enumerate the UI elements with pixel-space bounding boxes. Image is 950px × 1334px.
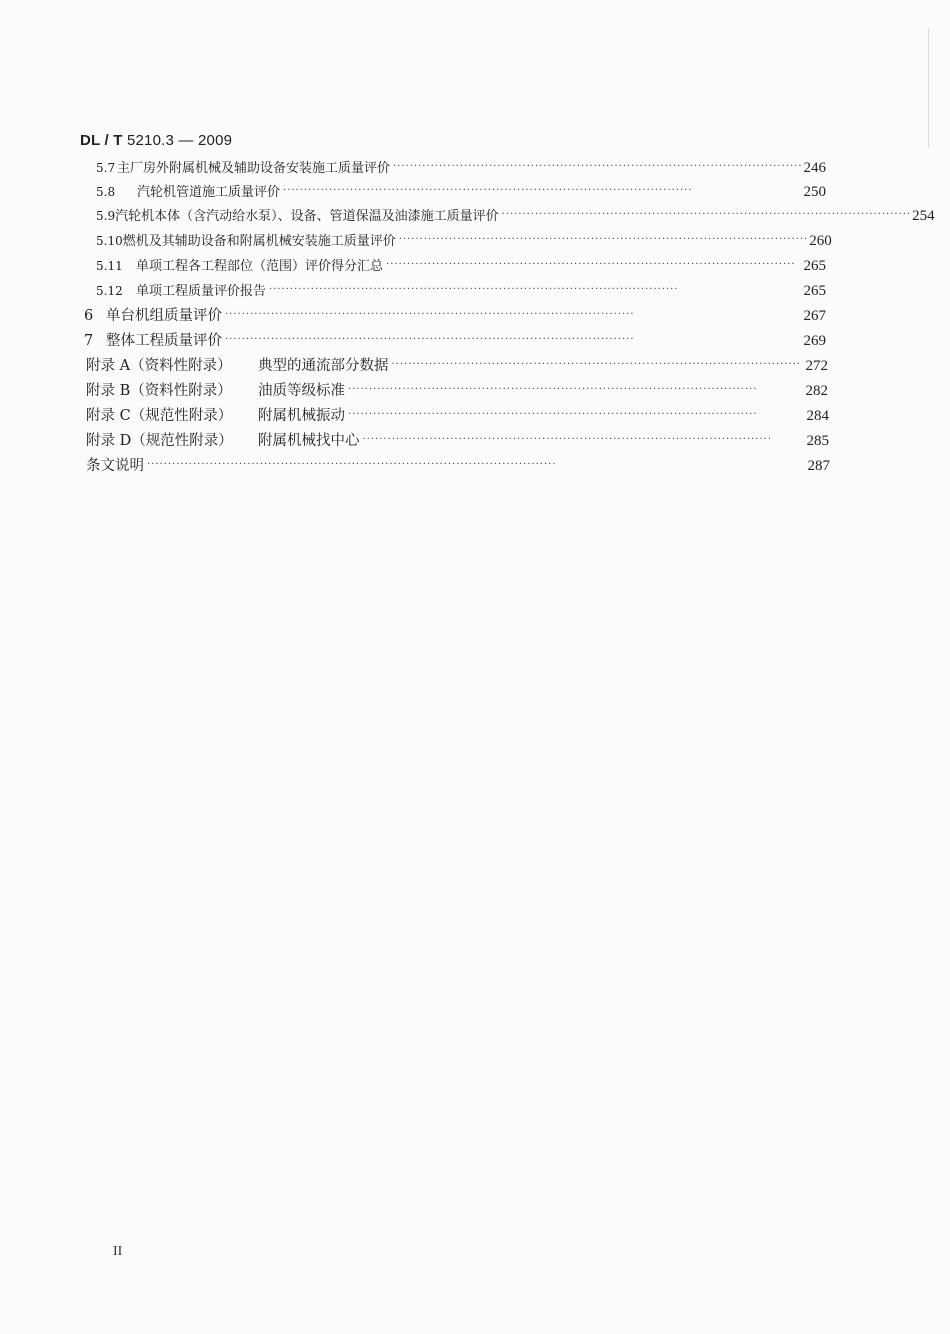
toc-entry[interactable] bbox=[96, 254, 826, 278]
toc-entry-title: 附属机械振动 bbox=[258, 408, 345, 424]
toc-entry-title: 单台机组质量评价 bbox=[106, 308, 222, 324]
appendix-label: 附录 B（资料性附录） bbox=[86, 383, 232, 399]
toc-entry[interactable] bbox=[86, 454, 830, 478]
toc-page-number: 260 bbox=[809, 233, 832, 249]
toc-entry[interactable] bbox=[84, 304, 826, 328]
toc-leader: ·································································································· bbox=[348, 384, 758, 395]
toc-entry-number: 5.7 bbox=[96, 161, 116, 175]
toc-page-number: 284 bbox=[806, 408, 829, 424]
toc-entry[interactable] bbox=[96, 279, 826, 303]
toc-entry-number: 5.8 bbox=[96, 185, 116, 199]
appendix-label: 附录 D（规范性附录） bbox=[86, 433, 233, 449]
toc-leader: ·································································································· bbox=[398, 234, 809, 245]
toc-entry-title: 汽轮机管道施工质量评价 bbox=[137, 185, 281, 200]
toc-page-number: 250 bbox=[803, 184, 826, 200]
toc-page-number: 287 bbox=[807, 458, 830, 474]
standard-code: DL / T bbox=[80, 132, 123, 149]
toc-leader: ·································································································· bbox=[391, 359, 802, 370]
standard-header bbox=[80, 132, 232, 149]
toc-leader: ·································································································· bbox=[386, 259, 796, 270]
toc-entry-title: 附属机械找中心 bbox=[258, 433, 360, 449]
toc-leader: ·································································································· bbox=[501, 209, 912, 220]
toc-entry-appendix[interactable] bbox=[86, 354, 828, 378]
toc-leader: ·································································································· bbox=[283, 185, 693, 196]
toc-page-number: 267 bbox=[803, 308, 826, 324]
toc-entry-title: 整体工程质量评价 bbox=[106, 333, 222, 349]
toc-entry[interactable] bbox=[84, 329, 826, 353]
toc-entry[interactable] bbox=[96, 156, 826, 180]
toc-page-number: 265 bbox=[803, 283, 826, 299]
toc-page-number: 254 bbox=[912, 208, 935, 224]
toc-entry[interactable] bbox=[96, 180, 826, 204]
toc-page-number: 285 bbox=[806, 433, 829, 449]
toc-page-number: 272 bbox=[805, 358, 828, 374]
toc-leader: ·································································································· bbox=[269, 284, 679, 295]
toc-entry[interactable] bbox=[96, 204, 935, 228]
toc-page-number: 282 bbox=[805, 383, 828, 399]
toc-entry-number: 7 bbox=[84, 333, 94, 349]
toc-entry-number: 5.11 bbox=[96, 259, 123, 273]
toc-leader: ·································································································· bbox=[348, 409, 758, 420]
appendix-label: 附录 A（资料性附录） bbox=[86, 358, 232, 374]
toc-entry-title: 油质等级标准 bbox=[258, 383, 345, 399]
appendix-label: 附录 C（规范性附录） bbox=[86, 408, 233, 424]
toc-leader: ·································································································· bbox=[392, 161, 803, 172]
toc-page-number: 265 bbox=[803, 258, 826, 274]
scan-edge-shadow bbox=[922, 0, 950, 1334]
standard-number: 5210.3 — 2009 bbox=[126, 132, 233, 149]
toc-entry-title: 单项工程质量评价报告 bbox=[136, 284, 267, 299]
toc-leader: ·································································································· bbox=[147, 459, 557, 470]
toc-entry-number: 6 bbox=[84, 308, 94, 324]
toc-leader: ·································································································· bbox=[225, 309, 635, 320]
toc-entry-appendix[interactable] bbox=[86, 379, 828, 403]
page-folio: II bbox=[113, 1244, 123, 1259]
toc-page-number: 246 bbox=[803, 160, 826, 176]
toc-entry-number: 5.9 bbox=[96, 209, 116, 223]
toc-entry[interactable] bbox=[96, 229, 832, 253]
toc-page-number: 269 bbox=[803, 333, 826, 349]
toc-entry-title: 汽轮机本体（含汽动给水泵）、设备、管道保温及油漆施工质量评价 bbox=[115, 209, 499, 224]
toc-entry-appendix[interactable] bbox=[86, 429, 829, 453]
toc-leader: ·································································································· bbox=[225, 334, 635, 345]
toc-leader: ·································································································· bbox=[362, 434, 773, 445]
toc-entry-title: 典型的通流部分数据 bbox=[258, 358, 389, 374]
toc-entry-number: 5.10 bbox=[96, 234, 123, 248]
toc-entry-title: 燃机及其辅助设备和附属机械安装施工质量评价 bbox=[122, 234, 396, 249]
toc-entry-appendix[interactable] bbox=[86, 404, 829, 428]
toc-entry-title: 单项工程各工程部位（范围）评价得分汇总 bbox=[136, 259, 384, 274]
toc-entry-number: 5.12 bbox=[96, 284, 123, 298]
toc-entry-title: 条文说明 bbox=[86, 458, 144, 474]
toc-entry-title: 主厂房外附属机械及辅助设备安装施工质量评价 bbox=[116, 161, 390, 176]
